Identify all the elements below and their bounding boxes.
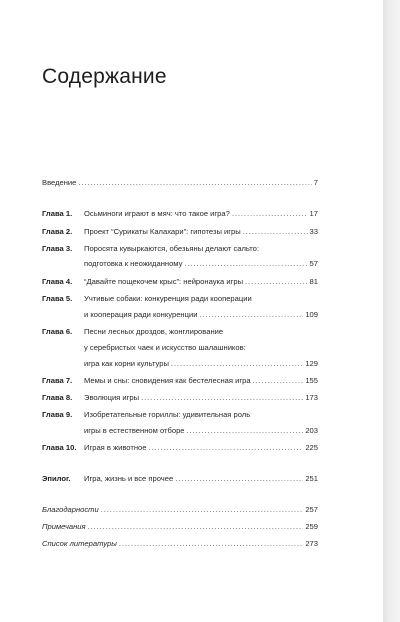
toc-page-number: 57 — [309, 259, 318, 268]
toc-entry-chapter-3 — [42, 242, 318, 255]
toc-entry-chapter-9-cont — [42, 424, 318, 437]
toc-entry-chapter-6-cont — [42, 341, 318, 354]
toc-entry-chapter-3-cont — [42, 257, 318, 270]
toc-page-number: 17 — [309, 209, 318, 218]
dot-leader — [119, 537, 303, 550]
toc-page-number: 155 — [305, 376, 318, 385]
toc-entry-text: Введение — [42, 178, 77, 187]
toc-entry-text: Список литературы — [42, 539, 117, 548]
dot-leader — [171, 357, 303, 370]
dot-leader — [141, 391, 303, 404]
dot-leader — [78, 176, 311, 189]
toc-entry-text: Осьминоги играют в мяч: что такое игра? — [84, 209, 230, 218]
chapter-label: Глава 10. — [42, 443, 77, 452]
dot-leader — [101, 503, 304, 516]
toc-entry-text: у серебристых чаек и искусство шалашников: — [84, 343, 246, 352]
toc-entry-chapter-5 — [42, 292, 318, 305]
dot-leader — [187, 424, 304, 437]
toc-entry-text: игра как корни культуры — [84, 359, 169, 368]
toc-entry-chapter-7 — [42, 374, 318, 387]
dot-leader — [199, 308, 303, 321]
toc-entry-acknowledgements — [42, 503, 318, 516]
toc-entry-notes — [42, 520, 318, 533]
toc-entry-text: Играя в животное — [84, 443, 147, 452]
toc-entry-chapter-9 — [42, 408, 318, 421]
toc-entry-text: подготовка к неожиданному — [84, 259, 183, 268]
toc-entry-text: Игра, жизнь и все прочее — [84, 474, 174, 483]
toc-entry-text: Мемы и сны: сновидения как бестелесная игра — [84, 376, 251, 385]
toc-page-number: 273 — [305, 539, 318, 548]
toc-entry-text: Учтивые собаки: конкуренция ради кооперации — [84, 294, 252, 303]
page-edge-shadow — [383, 0, 400, 622]
dot-leader — [232, 207, 308, 220]
chapter-label: Глава 4. — [42, 277, 73, 286]
toc-entry-chapter-6-cont2 — [42, 357, 318, 370]
chapter-label: Глава 9. — [42, 410, 73, 419]
chapter-label: Глава 5. — [42, 294, 73, 303]
toc-entry-epilogue — [42, 472, 318, 485]
dot-leader — [245, 275, 308, 288]
chapter-label: Глава 1. — [42, 209, 73, 218]
dot-leader — [175, 472, 303, 485]
chapter-label: Глава 6. — [42, 327, 73, 336]
toc-entry-text: и кооперация ради конкуренции — [84, 310, 198, 319]
toc-page-number: 81 — [309, 277, 318, 286]
toc-page-number: 109 — [305, 310, 318, 319]
toc-page-number: 33 — [309, 227, 318, 236]
epilogue-label: Эпилог. — [42, 474, 71, 483]
toc-entry-text: Песни лесных дроздов, жонглирование — [84, 327, 224, 336]
toc-page-number: 251 — [305, 474, 318, 483]
chapter-label: Глава 8. — [42, 393, 73, 402]
chapter-label: Глава 3. — [42, 244, 73, 253]
toc-entry-text: Поросята кувыркаются, обезьяны делают сальто: — [84, 244, 260, 253]
dot-leader — [88, 520, 304, 533]
toc-entry-text: игры в естественном отборе — [84, 426, 185, 435]
dot-leader — [184, 257, 307, 270]
toc-entry-intro — [42, 176, 318, 189]
toc-entry-text: Эволюция игры — [84, 393, 140, 402]
toc-entry-text: Проект “Сурикаты Калахари”: гипотезы игры — [84, 227, 241, 236]
toc-entry-chapter-4 — [42, 275, 318, 288]
chapter-label: Глава 7. — [42, 376, 73, 385]
dot-leader — [253, 374, 304, 387]
toc-entry-text: Благодарности — [42, 505, 99, 514]
toc-entry-text: “Давайте пощекочем крыс”: нейронаука игры — [84, 277, 244, 286]
toc-entry-chapter-5-cont — [42, 308, 318, 321]
toc-page-number: 173 — [305, 393, 318, 402]
toc-page-number: 257 — [305, 505, 318, 514]
page-title: Содержание — [42, 65, 167, 88]
toc-page-number: 203 — [305, 426, 318, 435]
toc-entry-bibliography — [42, 537, 318, 550]
dot-leader — [149, 441, 304, 454]
toc-entry-chapter-2 — [42, 225, 318, 238]
toc-page-number: 7 — [313, 178, 318, 187]
toc-entry-text: Изобретательные гориллы: удивительная роль — [84, 410, 251, 419]
toc-page-number: 259 — [305, 522, 318, 531]
toc-page-number: 225 — [305, 443, 318, 452]
toc-entry-chapter-10 — [42, 441, 318, 454]
toc-page-number: 129 — [305, 359, 318, 368]
chapter-label: Глава 2. — [42, 227, 73, 236]
dot-leader — [243, 225, 308, 238]
toc-entry-text: Примечания — [42, 522, 86, 531]
toc-entry-chapter-1 — [42, 207, 318, 220]
toc-entry-chapter-6 — [42, 325, 318, 338]
toc-entry-chapter-8 — [42, 391, 318, 404]
